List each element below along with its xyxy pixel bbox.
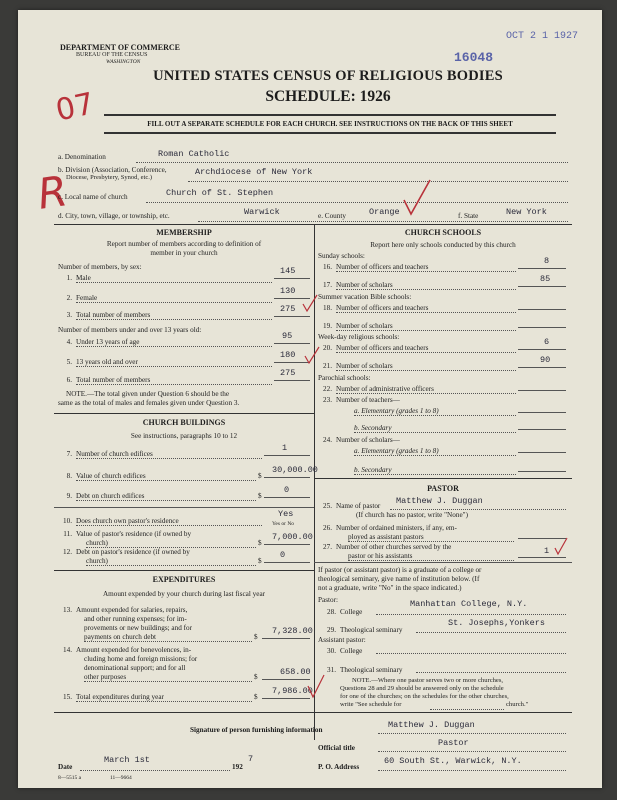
church-name-value: Church of St. Stephen [166, 188, 274, 198]
q1-answer-line [274, 278, 310, 279]
red-checkmark-q27 [554, 536, 568, 556]
pastor-note-blank [430, 708, 504, 710]
po-address-value: 60 South St., Warwick, N.Y. [384, 756, 522, 766]
expenditures-intro: Amount expended by your church during last fiscal year [102, 590, 266, 598]
q31-number: 31. [327, 666, 336, 674]
q15-answer-line [262, 698, 310, 699]
q23b-answer-line [518, 429, 566, 430]
q25-label: Name of pastor [336, 502, 381, 510]
q17-answer-line [518, 286, 566, 287]
q6-label: Total number of members [76, 376, 272, 385]
q25-pastor-name: Matthew J. Duggan [396, 496, 483, 506]
q11-label-2: church) [86, 539, 256, 548]
q26-label-2: ployed as assistant pastors [348, 533, 514, 542]
q24a-label: a. Elementary (grades 1 to 8) [354, 447, 516, 456]
q23a-label: a. Elementary (grades 1 to 8) [354, 407, 516, 416]
q9-value: 0 [284, 485, 290, 495]
census-schedule-sheet [18, 10, 602, 788]
q12-number: 12. [63, 548, 72, 556]
q20-answer-line [518, 349, 566, 350]
division-line [188, 180, 568, 182]
pastor-sub-label: Pastor: [318, 596, 338, 604]
q26-number: 26. [323, 524, 332, 532]
q14-dollar-sign: $ [254, 673, 258, 681]
q4-under13-value: 95 [282, 331, 293, 341]
q28-answer-line [376, 613, 566, 615]
title-rule-bottom [104, 132, 556, 134]
q10-hint: Yes or No [272, 521, 295, 527]
signature-line [378, 732, 566, 734]
red-checkmark-county [402, 178, 432, 218]
official-title-label: Official title [318, 744, 355, 752]
q12-label: Debt on pastor's residence (if owned by [76, 548, 190, 556]
received-date-stamp: OCT 2 1 1927 [506, 31, 579, 42]
q11-answer-line [264, 544, 310, 545]
q14-label-4: other purposes [84, 673, 252, 682]
q18-label: Number of officers and teachers [336, 304, 516, 313]
q23a-answer-line [518, 412, 566, 413]
q31-label: Theological seminary [340, 666, 403, 674]
q14-label-2: cluding home and foreign missions; for [84, 655, 198, 663]
q17-number: 17. [323, 281, 332, 289]
graduate-top-rule [314, 562, 572, 563]
q9-number: 9. [66, 492, 72, 500]
date-line [80, 769, 230, 771]
q21-label: Number of scholars [336, 362, 516, 371]
title-rule-top [104, 114, 556, 116]
schools-intro: Report here only schools conducted by this church [370, 241, 516, 249]
location-line [198, 220, 568, 222]
q15-dollar-sign: $ [254, 693, 258, 701]
q30-label: College [340, 647, 363, 655]
membership-heading: MEMBERSHIP [156, 228, 212, 237]
denomination-label: a. Denomination [58, 153, 106, 161]
division-label-2: Diocese, Presbytery, Synod, etc.) [66, 174, 153, 181]
q6-total-value: 275 [280, 368, 296, 378]
q12-value: 0 [280, 550, 286, 560]
q13-value: 7,328.00 [272, 626, 313, 636]
summer-schools-label: Summer vacation Bible schools: [318, 293, 412, 301]
q25-answer-line [390, 508, 566, 510]
q8-value: 30,000.00 [272, 465, 318, 475]
buildings-top-rule [54, 413, 314, 414]
q9-label: Debt on church edifices [76, 492, 256, 501]
denomination-line [136, 161, 568, 163]
city-value: Warwick [244, 207, 280, 217]
q3-number: 3. [66, 311, 72, 319]
q27-label-2: pastor or his assistants [348, 552, 514, 561]
church-name-label: c. Local name of church [58, 193, 128, 201]
pastor-note-2: Questions 28 and 29 should be answered only on the schedule [340, 685, 504, 692]
q7-answer-line [264, 455, 310, 456]
form-number: 8—5515 a [58, 775, 82, 781]
q29-seminary-value: St. Josephs,Yonkers [448, 618, 545, 628]
q4-label: Under 13 years of age [76, 338, 272, 347]
q12-dollar-sign: $ [258, 557, 262, 565]
q16-value: 8 [544, 256, 550, 266]
q19-label: Number of scholars [336, 322, 516, 331]
membership-note-2: same as the total of males and females given under Question 3. [58, 399, 240, 407]
graduate-note-3: not a graduate, write "No" in the space indicated.) [318, 584, 462, 592]
q24a-answer-line [518, 452, 566, 453]
q2-label: Female [76, 294, 272, 303]
q6-number: 6. [66, 376, 72, 384]
section-bottom-rule [54, 712, 572, 713]
q4-number: 4. [66, 338, 72, 346]
red-checkmark-q3 [302, 294, 318, 314]
q11-value: 7,000.00 [272, 532, 313, 542]
q27-value: 1 [544, 546, 550, 556]
serial-number-stamp: 16048 [454, 50, 494, 65]
weekday-schools-label: Week-day religious schools: [318, 333, 400, 341]
q11-number: 11. [63, 530, 72, 538]
q12-answer-line [264, 562, 310, 563]
q13-dollar-sign: $ [254, 633, 258, 641]
po-address-line [378, 769, 566, 771]
q13-label-2: and other running expenses; for im- [84, 615, 187, 623]
parochial-schools-label: Parochial schools: [318, 374, 371, 382]
print-code: 11—9664 [110, 775, 132, 781]
q29-answer-line [416, 631, 566, 633]
q1-male-value: 145 [280, 266, 296, 276]
date-value: March 1st [104, 755, 150, 765]
official-title-value: Pastor [438, 738, 469, 748]
q13-label-4: payments on church debt [84, 633, 252, 642]
q15-label: Total expenditures during year [76, 693, 252, 702]
form-subtitle: SCHEDULE: 1926 [265, 88, 391, 105]
q22-label: Number of administrative officers [336, 385, 516, 394]
pastor-heading: PASTOR [427, 484, 459, 493]
expenditures-heading: EXPENDITURES [152, 575, 216, 584]
q21-number: 21. [323, 362, 332, 370]
q11-dollar-sign: $ [258, 539, 262, 547]
expenditures-top-rule [54, 570, 314, 571]
q20-number: 20. [323, 344, 332, 352]
q16-label: Number of officers and teachers [336, 263, 516, 272]
q23-number: 23. [323, 396, 332, 404]
graduate-note-1: If pastor (or assistant pastor) is a graduate of a college or [318, 566, 482, 574]
q29-number: 29. [327, 626, 336, 634]
church-name-line [146, 201, 568, 203]
q5-over13-value: 180 [280, 350, 296, 360]
q2-number: 2. [66, 294, 72, 302]
pastor-note-5: church." [506, 701, 529, 708]
official-title-line [378, 750, 566, 752]
q10-label: Does church own pastor's residence [76, 517, 262, 526]
q3-total-value: 275 [280, 304, 296, 314]
q8-number: 8. [66, 472, 72, 480]
q16-answer-line [518, 268, 566, 269]
q15-value: 7,986.00 [272, 686, 313, 696]
q14-label-1: Amount expended for benevolences, in- [76, 646, 192, 654]
q8-answer-line [264, 477, 310, 478]
buildings-intro: See instructions, paragraphs 10 to 12 [130, 432, 238, 440]
q17-value: 85 [540, 274, 551, 284]
q28-college-value: Manhattan College, N.Y. [410, 599, 528, 609]
q27-label-1: Number of other churches served by the [336, 543, 452, 551]
q10-number: 10. [63, 517, 72, 525]
q28-number: 28. [327, 608, 336, 616]
q8-dollar-sign: $ [258, 472, 262, 480]
year-suffix: 7 [248, 754, 254, 764]
q11-label: Value of pastor's residence (if owned by [76, 530, 192, 538]
age-intro-label: Number of members under and over 13 years old: [58, 326, 202, 334]
q24-label: Number of scholars— [336, 436, 400, 444]
pastor-top-rule [314, 478, 572, 479]
q25-number: 25. [323, 502, 332, 510]
schools-heading: CHURCH SCHOOLS [404, 228, 482, 237]
q24-number: 24. [323, 436, 332, 444]
q18-number: 18. [323, 304, 332, 312]
q29-label: Theological seminary [340, 626, 403, 634]
q21-answer-line [518, 367, 566, 368]
buildings-mid-rule [54, 507, 314, 508]
q28-label: College [340, 608, 363, 616]
q14-answer-line [262, 679, 310, 680]
q25-hint: (If church has no pastor, write "None") [356, 511, 468, 519]
date-label: Date [58, 763, 73, 771]
division-label: b. Division (Association, Conference, [58, 166, 167, 174]
q19-answer-line [518, 327, 566, 328]
denomination-value: Roman Catholic [158, 149, 230, 159]
section-top-rule [54, 224, 572, 225]
assistant-pastor-label: Assistant pastor: [318, 636, 366, 644]
q5-number: 5. [66, 358, 72, 366]
q14-value: 658.00 [280, 667, 311, 677]
q13-answer-line [262, 638, 310, 639]
membership-intro-2: member in your church [150, 249, 218, 257]
q21-value: 90 [540, 355, 551, 365]
q20-value: 6 [544, 337, 550, 347]
form-instruction: FILL OUT A SEPARATE SCHEDULE FOR EACH CHURCH. SEE INSTRUCTIONS ON THE BACK OF THIS SHEET [147, 120, 513, 128]
q26-label-1: Number of ordained ministers, if any, em- [336, 524, 457, 532]
sunday-schools-label: Sunday schools: [318, 252, 365, 260]
q10-value: Yes [278, 509, 294, 519]
q27-number: 27. [323, 543, 332, 551]
members-by-sex-label: Number of members, by sex: [58, 263, 142, 271]
q31-answer-line [416, 671, 566, 673]
q9-dollar-sign: $ [258, 492, 262, 500]
q23-label: Number of teachers— [336, 396, 400, 404]
county-value: Orange [369, 207, 400, 217]
q3-label: Total number of members [76, 311, 272, 320]
q23b-label: b. Secondary [354, 424, 516, 433]
division-value: Archdiocese of New York [195, 167, 313, 177]
handwritten-r-mark: R [34, 166, 71, 219]
q16-number: 16. [323, 263, 332, 271]
buildings-heading: CHURCH BUILDINGS [142, 418, 226, 427]
bureau-label: BUREAU OF THE CENSUS [76, 52, 148, 58]
pastor-note-3: for one of the churches; on the schedules for the other churches, [340, 693, 509, 700]
county-label: e. County [318, 212, 346, 220]
signature-value: Matthew J. Duggan [388, 720, 475, 730]
q17-label: Number of scholars [336, 281, 516, 290]
q7-number: 7. [66, 450, 72, 458]
q22-answer-line [518, 390, 566, 391]
q1-label: Male [76, 274, 272, 283]
q5-label: 13 years old and over [76, 358, 272, 367]
q15-number: 15. [63, 693, 72, 701]
city-label: WASHINGTON [106, 59, 141, 65]
q13-number: 13. [63, 606, 72, 614]
handwritten-07-mark: 07 [52, 86, 98, 129]
q6-answer-line [274, 380, 310, 381]
q19-number: 19. [323, 322, 332, 330]
department-label: DEPARTMENT OF COMMERCE [60, 43, 181, 52]
q8-label: Value of church edifices [76, 472, 256, 481]
q3-answer-line [274, 316, 310, 317]
q2-female-value: 130 [280, 286, 296, 296]
q30-number: 30. [327, 647, 336, 655]
membership-intro-1: Report number of members according to definition of [106, 240, 262, 248]
q14-number: 14. [63, 646, 72, 654]
q20-label: Number of officers and teachers [336, 344, 516, 353]
q1-number: 1. [66, 274, 72, 282]
q30-answer-line [376, 652, 566, 654]
q18-answer-line [518, 309, 566, 310]
graduate-note-2: theological seminary, give name of institution below. (If [318, 575, 480, 583]
signature-label: Signature of person furnishing information [190, 726, 323, 734]
pastor-note-1: NOTE.—Where one pastor serves two or more churches, [352, 677, 504, 684]
pastor-note-4: write "See schedule for [340, 701, 402, 708]
q13-label-3: provements or new buildings; and for [84, 624, 192, 632]
q27-answer-line [518, 557, 566, 558]
q7-label: Number of church edifices [76, 450, 262, 459]
q24b-answer-line [518, 471, 566, 472]
q4-answer-line [274, 343, 310, 344]
year-prefix: 192 [232, 763, 243, 771]
red-checkmark-expenditures [306, 674, 326, 700]
q22-number: 22. [323, 385, 332, 393]
state-label: f. State [458, 212, 479, 220]
state-value: New York [506, 207, 547, 217]
membership-note-1: NOTE.—The total given under Question 6 should be the [66, 390, 230, 398]
q13-label-1: Amount expended for salaries, repairs, [76, 606, 188, 614]
q24b-label: b. Secondary [354, 466, 516, 475]
q7-edifices-value: 1 [282, 443, 288, 453]
q9-answer-line [264, 497, 310, 498]
city-label-field: d. City, town, village, or township, etc. [58, 212, 170, 220]
q12-label-2: church) [86, 557, 256, 566]
po-address-label: P. O. Address [318, 763, 360, 771]
form-title: UNITED STATES CENSUS OF RELIGIOUS BODIES [153, 68, 503, 84]
q14-label-3: denominational support; and for all [84, 664, 186, 672]
